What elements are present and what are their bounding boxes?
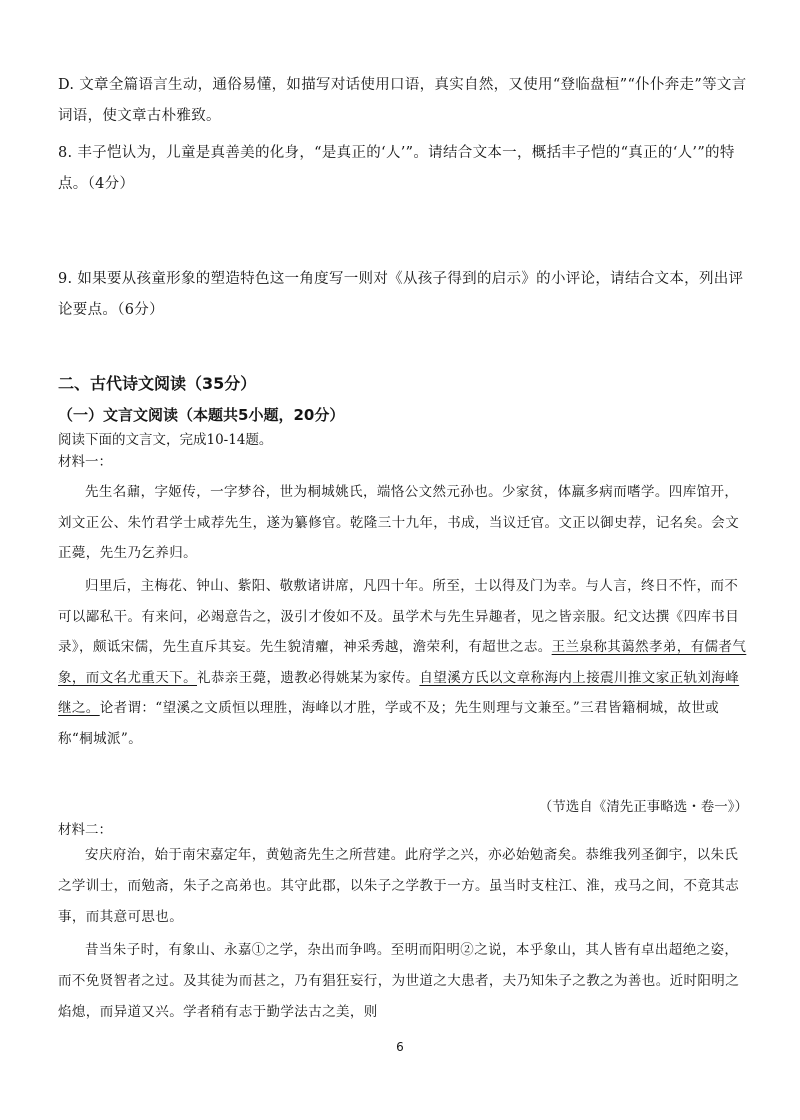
paragraph-2-text-c: 论者谓：“望溪之文质恒以理胜，海峰以才胜，学或不及；先生则理与文兼至。”三君皆籍桐城，故世或称“桐城派”。 (58, 700, 720, 747)
page-number: 6 (396, 1040, 404, 1054)
section-title: 二、古代诗文阅读（35分） (58, 374, 257, 393)
material-2-paragraph-1: 安庆府治，始于南宋嘉定年，黄勉斋先生之所营建。此府学之兴，亦必始勉斋矣。恭维我列圣御宇，以朱氏之学训士，而勉斋，朱子之高弟也。其守此郡，以朱子之学教于一方。虽当时支柱江、淮，戎马之间，不竟其志事，而其意可思也。 (58, 847, 740, 925)
paragraph-2-text-b: 礼恭亲王薨，遗教必得姚某为家传。 (197, 669, 420, 686)
paragraph-2-text-a: 归里后，主梅花、钟山、紫阳、敬敷诸讲席，凡四十年。所至，士以得及门为幸。与人言，终日不忤，而不可以鄙私干。有来问，必竭意告之，汲引才俊如不及。虽学术与先生异趣者，见之皆亲服。纪文达撰《四库书目录》，颇诋宋儒，先生直斥其妄。先生貌清癯，神采秀越，澹荣利，有超世之志。 (58, 578, 740, 655)
reading-instruction: 阅读下面的文言文，完成10-14题。 (58, 432, 273, 448)
material-1-paragraph-1: 先生名鼐，字姬传，一字梦谷，世为桐城姚氏，端恪公文然元孙也。少家贫，体羸多病而嗜学。四库馆开，刘文正公、朱竹君学士咸荐先生，遂为纂修官。乾隆三十九年，书成，当议迁官。文正以御史荐，记名矣。会文正薨，先生乃乞养归。 (58, 484, 740, 561)
underlined-sentence-1: 王兰泉称其蔼然孝弟，有儒者气象，而文名尤重天下。 (58, 639, 747, 686)
underlined-sentence-2: 自望溪方氏以文章称海内上接震川推文家正轨刘海峰继之。 (58, 669, 740, 716)
source-citation: （节选自《清先正事略选・卷一》） (538, 799, 748, 815)
question-8: 8. 丰子恺认为，儿童是真善美的化身，“是真正的‘人’”。请结合文本一，概括丰子恺的“真正的‘人’”的特点。（4分） (58, 145, 735, 192)
material-1-paragraph-2 (58, 571, 748, 754)
subsection-title: （一）文言文阅读（本题共5小题，20分） (58, 406, 345, 424)
material-2-paragraph-2: 昔当朱子时，有象山、永嘉①之学，杂出而争鸣。至明而阳明②之说，本乎象山，其人皆有卓出超绝之姿，而不免贤智者之过。及其徒为而甚之，乃有猖狂妄行，为世道之大患者，夫乃知朱子之教之为善也。近时阳明之焰熄，而异道又兴。学者稍有志于勤学法古之美，则 (58, 942, 740, 1020)
material-2-label: 材料二： (58, 822, 112, 838)
material-1-label: 材料一： (58, 454, 112, 470)
question-option-d: D. 文章全篇语言生动，通俗易懂，如描写对话使用口语，真实自然，又使用“登临盘桓”“仆仆奔走”等文言词语，使文章古朴雅致。 (58, 77, 747, 124)
question-9: 9. 如果要从孩童形象的塑造特色这一角度写一则对《从孩子得到的启示》的小评论，请结合文本，列出评论要点。（6分） (58, 271, 744, 318)
